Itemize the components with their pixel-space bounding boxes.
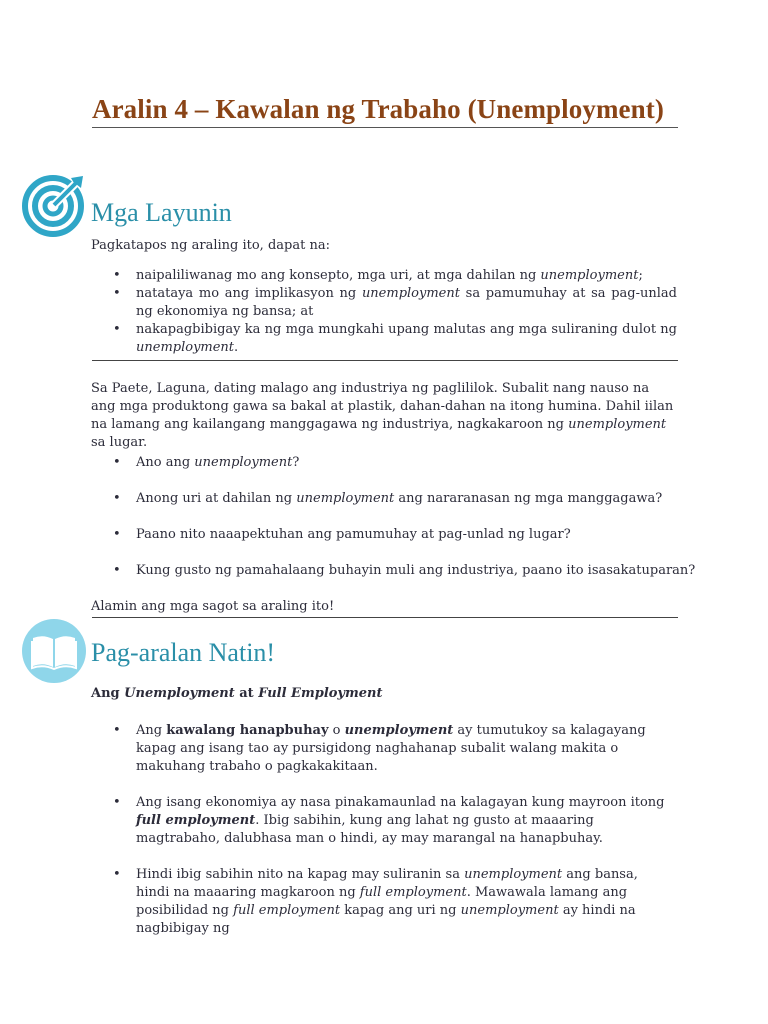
layunin-intro: Pagkatapos ng araling ito, dapat na: xyxy=(91,238,330,253)
section-heading-layunin: Mga Layunin xyxy=(91,198,232,227)
list-item: • nakapagbibigay ka ng mga mungkahi upang malutas ang mga suliraning dulot ng unemployment. xyxy=(113,322,677,355)
list-item: • Hindi ibig sabihin nito na kapag may suliranin sa unemployment ang bansa, hindi na maaaring magkaroon ng full employment. Mawawala lamang ang posibilidad ng full employment kapag ang uri ng unemployment ay hindi na nagbibigay ng xyxy=(113,867,638,936)
section-heading-aralan: Pag-aralan Natin! xyxy=(91,638,276,667)
list-item: • Anong uri at dahilan ng unemployment ang nararanasan ng mga manggagawa? xyxy=(113,491,663,506)
question-list xyxy=(113,454,696,580)
closing-line: Alamin ang mga sagot sa araling ito! xyxy=(91,599,335,614)
bullet-icon: • xyxy=(113,268,121,283)
book-icon xyxy=(21,618,87,684)
aralan-subheading: Ang Unemployment at Full Employment xyxy=(91,686,383,701)
target-icon xyxy=(21,172,87,238)
list-item: • Kung gusto ng pamahalaang buhayin muli ang industriya, paano ito isasakatuparan? xyxy=(113,563,696,578)
layunin-list xyxy=(113,267,678,357)
list-item: • Ang kawalang hanapbuhay o unemployment ay tumutukoy sa kalagayang kapag ang isang tao ay pursigidong naghahanap subalit walang makita o makuhang trabaho o pagkakakitaan. xyxy=(113,723,646,774)
concept-list xyxy=(113,722,666,938)
bullet-icon: • xyxy=(113,455,121,470)
list-item: • Ang isang ekonomiya ay nasa pinakamaunlad na kalagayan kung mayroon itong full employment. Ibig sabihin, kung ang lahat ng gusto at maaaring magtrabaho, dalubhasa man o hindi, ay may marangal na hanapbuhay. xyxy=(113,795,665,846)
paete-paragraph: Sa Paete, Laguna, dating malago ang industriya ng paglililok. Subalit nang nauso na ang mga produktong gawa sa bakal at plastik, dahan-dahan na itong humina. Dahil iilan na lamang ang kailangang manggagawa ng industriya, nagkakaroon ng unemployment sa lugar. xyxy=(91,381,674,450)
bullet-icon: • xyxy=(113,563,121,578)
bullet-icon: • xyxy=(113,795,121,810)
bullet-icon: • xyxy=(113,527,121,542)
bullet-icon: • xyxy=(113,491,121,506)
divider xyxy=(92,617,678,618)
bullet-icon: • xyxy=(113,867,121,882)
page-title: Aralin 4 – Kawalan ng Trabaho (Unemployment) xyxy=(92,94,678,128)
list-item: • Paano nito naaapektuhan ang pamumuhay at pag-unlad ng lugar? xyxy=(113,527,571,542)
bullet-icon: • xyxy=(113,286,121,301)
list-item: • naipaliliwanag mo ang konsepto, mga uri, at mga dahilan ng unemployment; xyxy=(113,268,643,283)
bullet-icon: • xyxy=(113,322,121,337)
list-item: • Ano ang unemployment? xyxy=(113,455,300,470)
divider xyxy=(92,360,678,361)
bullet-icon: • xyxy=(113,723,121,738)
list-item: • natataya mo ang implikasyon ng unemployment sa pamumuhay at sa pag-unlad ng ekonomiya ng bansa; at xyxy=(113,286,678,319)
